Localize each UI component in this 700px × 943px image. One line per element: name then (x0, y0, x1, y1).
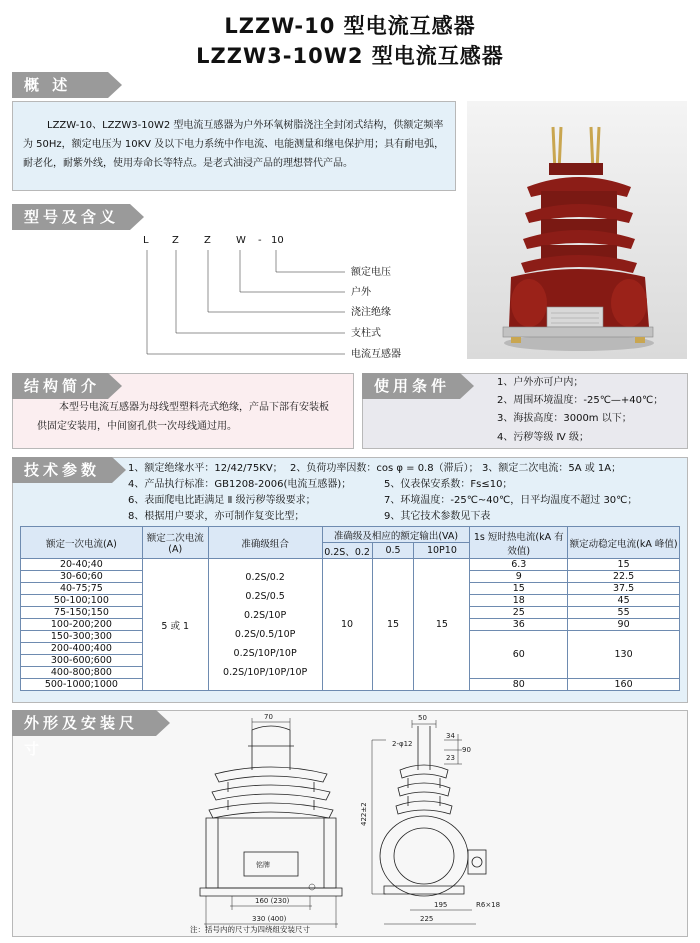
title-line2: LZZW3-10W2 型电流互感器 (196, 44, 504, 68)
table-row: 40-75;75 (21, 583, 143, 595)
secondary-cell: 5 或 1 (142, 559, 208, 691)
combo-3: 0.2S/10P (244, 609, 287, 621)
dim-34: 34 (446, 732, 455, 740)
dim-160: 160 (230) (255, 897, 290, 905)
dynamic-3: 37.5 (568, 583, 680, 595)
dynamic-5: 55 (568, 607, 680, 619)
dim-R6: R6×18 (476, 901, 501, 909)
dim-50: 50 (418, 714, 427, 722)
th-dynamic: 额定动稳定电流(kA 峰值) (568, 527, 680, 559)
overview-text: LZZW-10、LZZW3-10W2 型电流互感器为户外环氧树脂浇注全封闭式结构，供额定频率为 50Hz，额定电压为 10KV 及以下电力系统中作电流、电能测量和继电保护用；具有耐电弧，耐老化，耐紫外线，使用寿命长等特点。是老式油浸产品的理想替代产品。 (23, 120, 445, 169)
th-thermal: 1s 短时热电流(kA 有效值) (470, 527, 568, 559)
dynamic-6: 90 (568, 619, 680, 631)
meaning-post: 支柱式 (351, 328, 381, 339)
tech-item-4: 4、产品执行标准：GB1208-2006(电流互感器)； (128, 479, 352, 490)
tech-item-9: 9、其它技术参数见下表 (384, 511, 491, 522)
product-photo (467, 101, 687, 359)
table-row: 100-200;200 (21, 619, 143, 631)
combo-1: 0.2S/0.2 (245, 571, 285, 583)
current-transformer-image (467, 101, 687, 359)
output-3: 15 (414, 559, 470, 691)
outline-drawing (0, 710, 700, 943)
combo-2: 0.2S/0.5 (245, 590, 285, 602)
table-row: 400-800;800 (21, 667, 143, 679)
cond-2: 2、周围环境温度：-25℃—+40℃； (497, 395, 664, 406)
model-letter-W: W (236, 235, 246, 246)
tech-item-8: 8、根据用户要求，亦可制作复变比型； (128, 511, 305, 522)
table-row: 20-40;40 (21, 559, 143, 571)
th-primary: 额定一次电流(A) (21, 527, 143, 559)
th-out-2: 0.5 (372, 543, 414, 559)
structure-text: 本型号电流互感器为母线型塑料壳式绝缘，产品下部有安装板供固定安装用，中间窗孔供一次母线通过用。 (37, 402, 329, 432)
tech-item-3: 3、额定二次电流：5A 或 1A； (482, 463, 622, 474)
overview-box (12, 101, 456, 191)
table-row: 50-100;100 (21, 595, 143, 607)
dynamic-7: 130 (568, 631, 680, 679)
combo-4: 0.2S/0.5/10P (234, 628, 296, 640)
th-combo: 准确级组合 (208, 527, 322, 559)
dim-23: 23 (446, 754, 455, 762)
thermal-8: 80 (470, 679, 568, 691)
thermal-6: 36 (470, 619, 568, 631)
dim-225: 225 (420, 915, 434, 923)
table-row: 200-400;400 (21, 643, 143, 655)
drawing-note: 注：括号内的尺寸为四绕组安装尺寸 (190, 925, 310, 934)
dim-2phi12: 2-φ12 (392, 740, 413, 748)
meaning-cast: 浇注绝缘 (351, 307, 391, 318)
spec-table (20, 526, 680, 691)
model-diagram (0, 232, 460, 367)
table-row: 300-600;600 (21, 655, 143, 667)
thermal-2: 9 (470, 571, 568, 583)
tech-item-6: 6、表面爬电比距满足 Ⅱ 级污秽等级要求； (128, 495, 316, 506)
cond-3: 3、海拔高度：3000m 以下； (497, 413, 632, 424)
th-output: 准确级及相应的额定输出(VA) (322, 527, 470, 543)
meaning-voltage: 额定电压 (351, 267, 391, 278)
tech-item-5: 5、仪表保安系数：Fs≤10； (384, 479, 513, 490)
dynamic-8: 160 (568, 679, 680, 691)
thermal-3: 15 (470, 583, 568, 595)
table-row: 150-300;300 (21, 631, 143, 643)
meaning-ct: 电流互感器 (351, 349, 401, 360)
tech-item-7: 7、环境温度：-25℃~40℃，日平均温度不超过 30℃； (384, 495, 638, 506)
dim-195: 195 (434, 901, 448, 909)
cond-1: 1、户外亦可户内； (497, 377, 584, 388)
thermal-1: 6.3 (470, 559, 568, 571)
dynamic-1: 15 (568, 559, 680, 571)
tech-item-2: 2、负荷功率因数：cos φ = 0.8（滞后）； (290, 463, 479, 474)
output-2: 15 (372, 559, 414, 691)
table-row: 500-1000;1000 (21, 679, 143, 691)
meaning-outdoor: 户外 (351, 287, 371, 298)
combo-6: 0.2S/10P/10P/10P (223, 666, 308, 678)
combo-5: 0.2S/10P/10P (233, 647, 297, 659)
tech-item-1: 1、额定绝缘水平：12/42/75KV； (128, 463, 283, 474)
model-number: 10 (271, 235, 284, 246)
model-letter-Z2: Z (204, 235, 211, 246)
drawing-heading: 外形及安装尺寸 (12, 710, 156, 736)
model-letter-L: L (143, 235, 149, 246)
overview-heading: 概 述 (12, 72, 108, 98)
th-secondary: 额定二次电流(A) (142, 527, 208, 559)
dynamic-4: 45 (568, 595, 680, 607)
dynamic-2: 22.5 (568, 571, 680, 583)
model-heading: 型号及含义 (12, 204, 130, 230)
combo-cell (208, 559, 322, 691)
th-out-3: 10P10 (414, 543, 470, 559)
dim-330: 330 (400) (252, 915, 287, 923)
thermal-4: 18 (470, 595, 568, 607)
table-row: 30-60;60 (21, 571, 143, 583)
thermal-7: 60 (470, 631, 568, 679)
table-row: 75-150;150 (21, 607, 143, 619)
model-dash: - (258, 235, 262, 246)
plate-label: 铭牌 (256, 861, 270, 869)
output-1: 10 (322, 559, 372, 691)
dim-70: 70 (264, 713, 273, 721)
thermal-5: 25 (470, 607, 568, 619)
structure-heading: 结构简介 (12, 373, 108, 399)
dim-90: 90 (462, 746, 471, 754)
tech-heading: 技术参数 (12, 457, 112, 483)
conditions-heading: 使用条件 (362, 373, 460, 399)
title-line1: LZZW-10 型电流互感器 (224, 14, 476, 38)
th-out-1: 0.2S、0.2 (322, 543, 372, 559)
cond-4: 4、污秽等级 Ⅳ 级； (497, 432, 589, 443)
dim-422: 422±2 (360, 802, 368, 826)
model-letter-Z1: Z (172, 235, 179, 246)
